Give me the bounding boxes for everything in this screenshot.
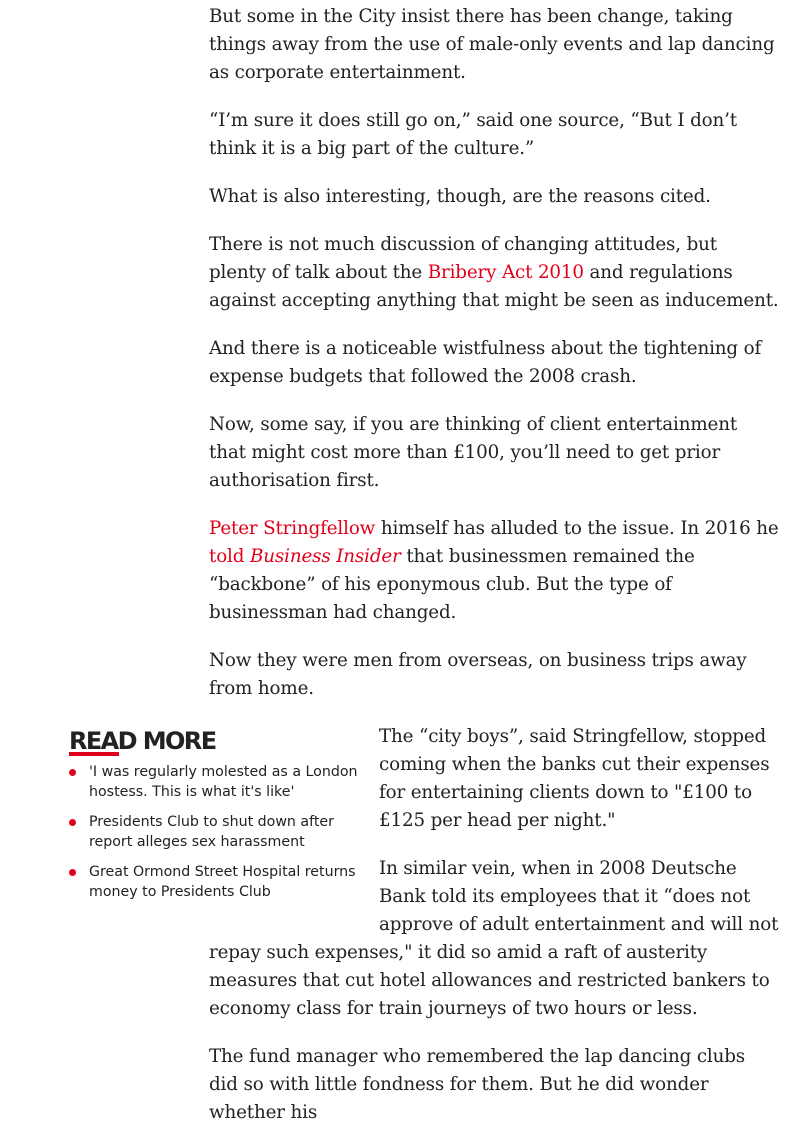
paragraph-8: Now they were men from overseas, on business trips away from home. (209, 650, 747, 699)
article-body (69, 3, 779, 1147)
paragraph-9: The “city boys”, said Stringfellow, stopped coming when the banks cut their expenses for entertaining clients down to "£100 to £125 per head per night." (379, 726, 770, 831)
bullet-icon (69, 769, 76, 776)
bullet-icon (69, 869, 76, 876)
read-more-link-hostess[interactable]: 'I was regularly molested as a London hostess. This is what it's like' (89, 764, 358, 800)
paragraph-4-text-b: and regulations against accepting anything that might be seen as inducement. (209, 262, 779, 311)
paragraph-10: In similar vein, when in 2008 Deutsche Bank told its employees that it “does not approve of adult entertainment and will not repay such expenses," it did so amid a raft of austerity measures that cut hotel allowances and restricted bankers to economy class for train journeys of two hours or less. (209, 858, 779, 1019)
paragraph-7 (209, 515, 779, 627)
paragraph-7-text-a: himself has alluded to the issue. In 2016 he (375, 518, 779, 539)
read-more-heading (69, 727, 216, 756)
told-link[interactable]: told (209, 546, 245, 567)
read-more-item (69, 762, 359, 802)
read-more-box (69, 727, 359, 916)
paragraph-4-text-a: There is not much discussion of changing attitudes, but plenty of talk about the (209, 234, 717, 283)
paragraph-3: What is also interesting, though, are the reasons cited. (209, 186, 711, 207)
paragraph-6: Now, some say, if you are thinking of client entertainment that might cost more than £100, you’ll need to get prior authorisation first. (209, 414, 738, 491)
read-more-link-great-ormond-street[interactable]: Great Ormond Street Hospital returns money to Presidents Club (89, 864, 356, 900)
paragraph-2: “I’m sure it does still go on,” said one source, “But I don’t think it is a big part of the culture.” (209, 110, 737, 159)
bribery-act-link[interactable]: Bribery Act 2010 (427, 262, 584, 283)
read-more-title: READ MORE (69, 727, 216, 755)
read-more-list (69, 762, 359, 902)
paragraph-7-text-b: that businessmen remained the “backbone” of his eponymous club. But the type of businessman had changed. (209, 546, 695, 623)
read-more-link-presidents-club-shut[interactable]: Presidents Club to shut down after report alleges sex harassment (89, 814, 334, 850)
read-more-item (69, 862, 359, 902)
paragraph-11: The fund manager who remembered the lap dancing clubs did so with little fondness for them. But he did wonder whether his (209, 1046, 746, 1123)
business-insider-link[interactable]: Business Insider (249, 546, 401, 567)
bullet-icon (69, 819, 76, 826)
peter-stringfellow-link[interactable]: Peter Stringfellow (209, 518, 376, 539)
read-more-item (69, 812, 359, 852)
paragraph-4 (209, 231, 779, 315)
paragraph-1: But some in the City insist there has been change, taking things away from the use of male-only events and lap dancing as corporate entertainment. (209, 6, 775, 83)
paragraph-5: And there is a noticeable wistfulness about the tightening of expense budgets that followed the 2008 crash. (209, 338, 762, 387)
